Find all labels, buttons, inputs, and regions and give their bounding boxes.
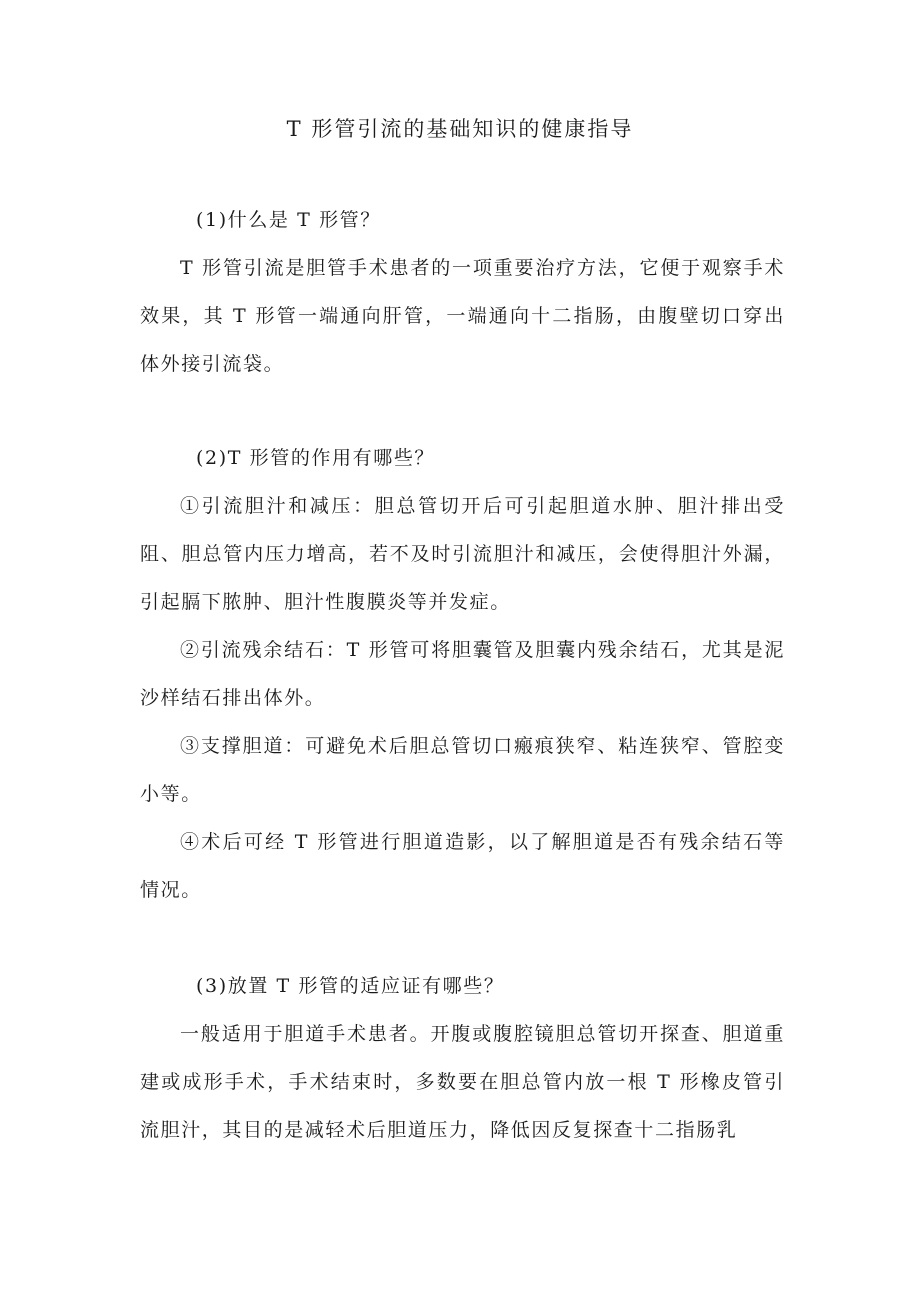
- section-2-item-3: ③支撑胆道：可避免术后胆总管切口瘢痕狭窄、粘连狭窄、管腔变小等。: [140, 735, 785, 805]
- section-3: [140, 962, 785, 1154]
- section-3-paragraph: 一般适用于胆道手术患者。开腹或腹腔镜胆总管切开探查、胆道重建或成形手术，手术结束时，多数要在胆总管内放一根 T 形橡皮管引流胆汁，其目的是减轻术后胆道压力，降低因反复探查十二指肠乳: [140, 1023, 785, 1141]
- section-2-item-2: ②引流残余结石：T 形管可将胆囊管及胆囊内残余结石，尤其是泥沙样结石排出体外。: [140, 639, 785, 709]
- section-2-item-1: ①引流胆汁和减压：胆总管切开后可引起胆道水肿、胆汁排出受阻、胆总管内压力增高，若不及时引流胆汁和减压，会使得胆汁外漏，引起膈下脓肿、胆汁性腹膜炎等并发症。: [140, 495, 785, 613]
- section-3-heading: (3)放置 T 形管的适应证有哪些？: [196, 975, 505, 997]
- section-1-paragraph: T 形管引流是胆管手术患者的一项重要治疗方法，它便于观察手术效果，其 T 形管一端通向肝管，一端通向十二指肠，由腹壁切口穿出体外接引流袋。: [140, 257, 785, 375]
- section-1-heading: (1)什么是 T 形管？: [196, 209, 381, 231]
- section-2-item-4: ④术后可经 T 形管进行胆道造影，以了解胆道是否有残余结石等情况。: [140, 831, 785, 901]
- document-title: T 形管引流的基础知识的健康指导: [286, 117, 634, 141]
- section-2: [140, 434, 785, 914]
- section-1: [140, 196, 785, 388]
- section-2-heading: (2)T 形管的作用有哪些？: [196, 447, 436, 469]
